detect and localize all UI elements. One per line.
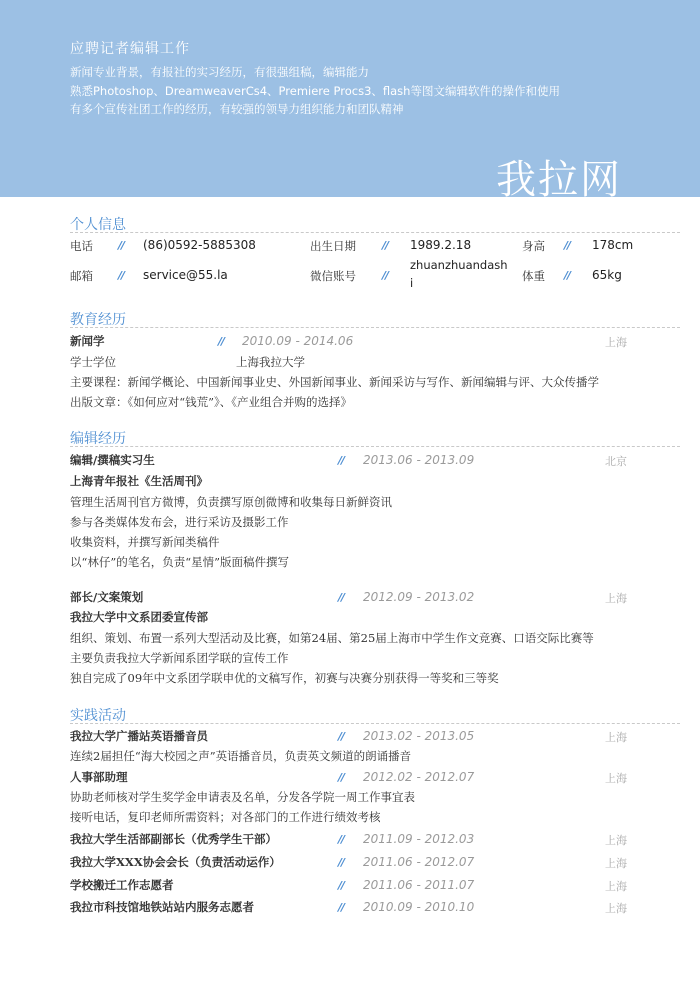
- section-title-personal: 个人信息: [70, 217, 126, 233]
- job-duty: 收集资料，并撰写新闻类稿件: [70, 535, 220, 549]
- job-role: 部长/文案策划: [70, 590, 144, 604]
- height-label: 身高: [522, 239, 545, 253]
- activity-desc: 连续2届担任“海大校园之声”英语播音员，负责英文频道的朗诵播音: [70, 749, 412, 763]
- section-divider: [70, 723, 680, 724]
- activity-desc: 协助老师核对学生奖学金申请表及名单，分发各学院一周工作事宜表: [70, 790, 415, 804]
- job-duty: 主要负责我拉大学新闻系团学联的宣传工作: [70, 651, 289, 665]
- separator: //: [118, 269, 125, 282]
- job-objective: 应聘记者编辑工作: [70, 41, 190, 57]
- activity-dates: 2013.02 - 2013.05: [363, 729, 475, 743]
- section-divider: [70, 232, 680, 233]
- wechat-value-line-2: i: [410, 276, 414, 290]
- separator: //: [338, 856, 345, 869]
- section-divider: [70, 446, 680, 447]
- job-location: 北京: [605, 455, 627, 468]
- separator: //: [118, 239, 125, 252]
- separator: //: [564, 269, 571, 282]
- summary-line-1: 新闻专业背景，有报社的实习经历，有很强组稿，编辑能力: [70, 65, 369, 79]
- job-duty: 参与各类媒体发布会，进行采访及摄影工作: [70, 515, 289, 529]
- activity-location: 上海: [605, 834, 627, 847]
- separator: //: [564, 239, 571, 252]
- activity-role: 我拉大学广播站英语播音员: [70, 729, 208, 743]
- education-articles: 出版文章：《如何应对“钱荒”》、《产业组合并购的选择》: [70, 395, 353, 409]
- activity-role: 我拉大学XXX协会会长（负责活动运作）: [70, 855, 281, 869]
- activity-location: 上海: [605, 731, 627, 744]
- brand-logo-text: 我拉网: [496, 157, 622, 203]
- activity-desc: 接听电话，复印老师所需资料；对各部门的工作进行绩效考核: [70, 810, 381, 824]
- separator: //: [218, 335, 225, 348]
- separator: //: [338, 591, 345, 604]
- job-role: 编辑/撰稿实习生: [70, 453, 155, 467]
- separator: //: [382, 269, 389, 282]
- education-major: 新闻学: [70, 334, 105, 348]
- weight-value: 65kg: [592, 268, 622, 282]
- job-dates: 2013.06 - 2013.09: [363, 453, 475, 467]
- wechat-value-line-1: zhuanzhuandash: [410, 258, 508, 272]
- job-duty: 以“林仔”的笔名，负责“星情”版面稿件撰写: [70, 555, 290, 569]
- job-duty: 组织、策划、布置一系列大型活动及比赛，如第24届、第25届上海市中学生作文竞赛、口语交际比赛等: [70, 631, 594, 645]
- email-value: service@55.la: [143, 268, 228, 282]
- height-value: 178cm: [592, 238, 634, 252]
- section-title-education: 教育经历: [70, 312, 126, 328]
- separator: //: [382, 239, 389, 252]
- activity-role: 学校搬迁工作志愿者: [70, 878, 174, 892]
- job-duty: 独自完成了09年中文系团学联申优的文稿写作，初赛与决赛分别获得一等奖和三等奖: [70, 671, 499, 685]
- activity-location: 上海: [605, 857, 627, 870]
- activity-dates: 2011.06 - 2012.07: [363, 855, 475, 869]
- birth-value: 1989.2.18: [410, 238, 472, 252]
- education-courses: 主要课程：新闻学概论、中国新闻事业史、外国新闻事业、新闻采访与写作、新闻编辑与评、大众传播学: [70, 375, 599, 389]
- activity-location: 上海: [605, 772, 627, 785]
- birth-label: 出生日期: [310, 239, 356, 253]
- job-dates: 2012.09 - 2013.02: [363, 590, 475, 604]
- job-organization: 上海青年报社《生活周刊》: [70, 474, 208, 488]
- separator: //: [338, 454, 345, 467]
- section-divider: [70, 327, 680, 328]
- weight-label: 体重: [522, 269, 545, 283]
- activity-dates: 2011.06 - 2011.07: [363, 878, 475, 892]
- summary-line-3: 有多个宣传社团工作的经历，有较强的领导力组织能力和团队精神: [70, 102, 404, 116]
- activity-dates: 2011.09 - 2012.03: [363, 832, 475, 846]
- separator: //: [338, 771, 345, 784]
- email-label: 邮箱: [70, 269, 93, 283]
- activity-dates: 2010.09 - 2010.10: [363, 900, 475, 914]
- activity-location: 上海: [605, 880, 627, 893]
- job-location: 上海: [605, 592, 627, 605]
- education-location: 上海: [605, 336, 627, 349]
- job-duty: 管理生活周刊官方微博，负责撰写原创微博和收集每日新鲜资讯: [70, 495, 392, 509]
- wechat-label: 微信账号: [310, 269, 356, 283]
- education-degree: 学士学位: [70, 355, 116, 369]
- activity-role: 人事部助理: [70, 770, 128, 784]
- activity-dates: 2012.02 - 2012.07: [363, 770, 475, 784]
- phone-value: (86)0592-5885308: [143, 238, 256, 252]
- education-dates: 2010.09 - 2014.06: [242, 334, 354, 348]
- job-organization: 我拉大学中文系团委宣传部: [70, 610, 208, 624]
- separator: //: [338, 879, 345, 892]
- education-school: 上海我拉大学: [236, 355, 305, 369]
- separator: //: [338, 730, 345, 743]
- separator: //: [338, 901, 345, 914]
- activity-role: 我拉市科技馆地铁站站内服务志愿者: [70, 900, 254, 914]
- separator: //: [338, 833, 345, 846]
- activity-role: 我拉大学生活部副部长（优秀学生干部）: [70, 832, 277, 846]
- phone-label: 电话: [70, 239, 93, 253]
- activity-location: 上海: [605, 902, 627, 915]
- section-title-editing: 编辑经历: [70, 431, 126, 447]
- section-title-practice: 实践活动: [70, 708, 126, 724]
- summary-line-2: 熟悉Photoshop、DreamweaverCs4、Premiere Procs3、flash等图文编辑软件的操作和使用: [70, 84, 560, 98]
- header-banner: [0, 0, 700, 203]
